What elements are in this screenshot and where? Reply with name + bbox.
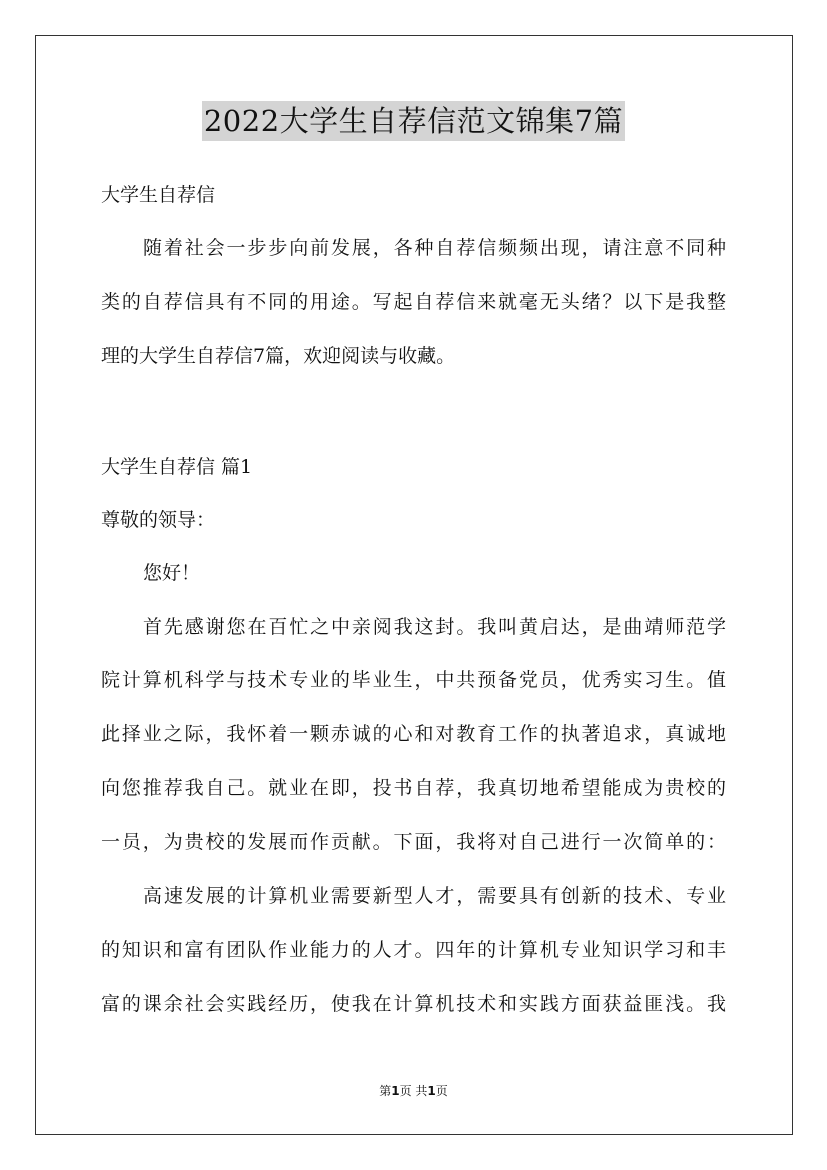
paragraph-line: 理的大学生自荐信7篇，欢迎阅读与收藏。 xyxy=(101,345,456,367)
paragraph-line: 此择业之际，我怀着一颗赤诚的心和对教育工作的执著追求，真诚地 xyxy=(101,723,726,745)
footer-suffix: 页 xyxy=(435,1084,448,1098)
section-heading: 大学生自荐信 xyxy=(101,184,216,206)
page-total: 1 xyxy=(427,1084,436,1098)
paragraph-line: 的知识和富有团队作业能力的人才。四年的计算机专业知识学习和丰 xyxy=(101,939,726,961)
letter-heading: 大学生自荐信 篇1 xyxy=(101,456,253,478)
paragraph-line: 富的课余社会实践经历，使我在计算机技术和实践方面获益匪浅。我 xyxy=(101,993,726,1015)
paragraph-line: 类的自荐信具有不同的用途。写起自荐信来就毫无头绪？以下是我整 xyxy=(101,291,726,313)
page-footer xyxy=(0,1083,827,1099)
paragraph-line: 向您推荐我自己。就业在即，投书自荐，我真切地希望能成为贵校的 xyxy=(101,777,726,799)
title-container xyxy=(0,101,827,141)
salutation: 尊敬的领导： xyxy=(101,509,216,531)
footer-mid: 页 共 xyxy=(399,1084,428,1098)
page-number: 1 xyxy=(391,1084,400,1098)
paragraph-line: 高速发展的计算机业需要新型人才，需要具有创新的技术、专业 xyxy=(143,885,726,907)
paragraph-line: 首先感谢您在百忙之中亲阅我这封。我叫黄启达，是曲靖师范学 xyxy=(143,616,726,638)
footer-prefix: 第 xyxy=(379,1084,392,1098)
paragraph-line: 随着社会一步步向前发展，各种自荐信频频出现，请注意不同种 xyxy=(143,237,726,259)
paragraph-line: 院计算机科学与技术专业的毕业生，中共预备党员，优秀实习生。值 xyxy=(101,669,726,691)
document-title: 2022大学生自荐信范文锦集7篇 xyxy=(202,101,625,141)
paragraph-line: 一员，为贵校的发展而作贡献。下面，我将对自己进行一次简单的： xyxy=(101,831,726,853)
greeting: 您好！ xyxy=(143,562,201,584)
